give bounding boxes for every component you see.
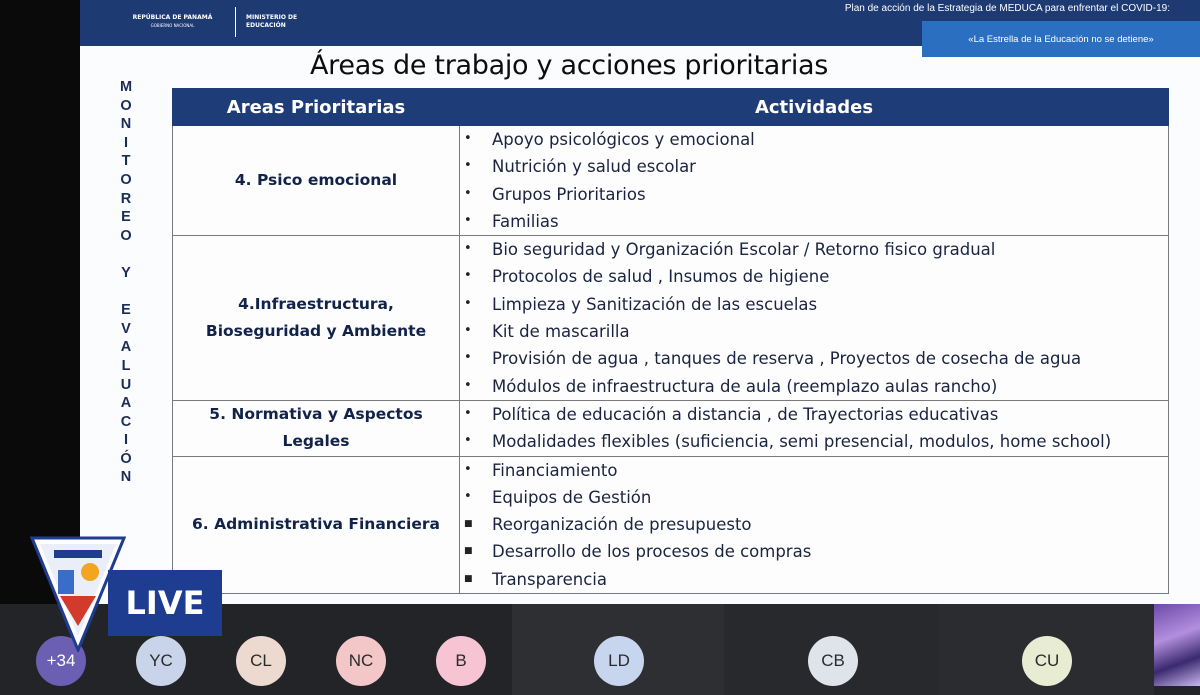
activities-list — [460, 126, 1168, 235]
vertical-letter: A — [120, 339, 132, 356]
list-item: ■ Reorganización de presupuesto — [492, 511, 1168, 538]
list-item: • Módulos de infraestructura de aula (reemplazo aulas rancho) — [492, 373, 1168, 400]
participant-avatar[interactable]: +34 — [36, 636, 86, 686]
activities-list — [460, 236, 1168, 400]
vertical-letter: T — [121, 153, 131, 170]
list-item: ■ Desarrollo de los procesos de compras — [492, 538, 1168, 565]
table-row — [173, 400, 1169, 456]
participant-avatar[interactable]: CB — [808, 636, 858, 686]
vertical-letter: N — [120, 469, 132, 486]
list-item: ■ Transparencia — [492, 566, 1168, 593]
logo-left-text: REPÚBLICA DE PANAMÁ — [132, 14, 213, 21]
slogan-ribbon: «La Estrella de la Educación no se detiene» — [922, 21, 1200, 57]
activities-cell — [460, 126, 1169, 236]
column-header-activities: Actividades — [460, 89, 1169, 126]
area-cell — [173, 126, 460, 236]
vertical-letter: A — [120, 395, 132, 412]
vertical-letter: Ó — [120, 450, 132, 467]
area-label-line1: 4.Infraestructura, — [238, 295, 394, 314]
vertical-letter: E — [121, 209, 131, 226]
presentation-slide — [80, 0, 1200, 604]
participant-avatar[interactable]: YC — [136, 636, 186, 686]
column-header-areas: Areas Prioritarias — [173, 89, 460, 126]
area-cell — [173, 400, 460, 456]
area-label-line2: Bioseguridad y Ambiente — [205, 322, 427, 341]
participant-avatar[interactable]: CU — [1022, 636, 1072, 686]
list-item: • Grupos Prioritarios — [492, 181, 1168, 208]
logo-right-text: MINISTERIO DE EDUCACIÓN — [246, 14, 298, 29]
vertical-letter: I — [123, 432, 129, 449]
vertical-letter: M — [119, 79, 133, 95]
table-header-row — [173, 89, 1169, 126]
vertical-letter: V — [121, 320, 131, 337]
participant-avatar[interactable]: NC — [336, 636, 386, 686]
table-row — [173, 126, 1169, 236]
list-item: • Familias — [492, 208, 1168, 235]
area-label-line1: 5. Normativa y Aspectos — [209, 405, 423, 424]
vertical-letter: O — [120, 227, 132, 244]
area-label-line2: Legales — [282, 432, 350, 451]
activities-cell — [460, 456, 1169, 593]
vertical-letter: O — [120, 97, 132, 114]
table-row — [173, 456, 1169, 593]
activities-cell — [460, 400, 1169, 456]
list-item: • Bio seguridad y Organización Escolar / Retorno fisico gradual — [492, 236, 1168, 263]
vertical-letter: I — [123, 134, 129, 151]
self-video-thumbnail[interactable] — [1154, 604, 1200, 686]
participant-avatar[interactable]: B — [436, 636, 486, 686]
list-item: • Financiamiento — [492, 457, 1168, 484]
activities-cell — [460, 236, 1169, 401]
participant-avatar[interactable]: CL — [236, 636, 286, 686]
participant-avatar[interactable]: LD — [594, 636, 644, 686]
vertical-letter — [116, 283, 136, 302]
activities-list — [460, 401, 1168, 456]
list-item: • Limpieza y Sanitización de las escuelas — [492, 291, 1168, 318]
list-item: • Equipos de Gestión — [492, 484, 1168, 511]
government-logo — [120, 5, 326, 39]
vertical-monitoring-label — [116, 78, 136, 487]
list-item: • Apoyo psicológicos y emocional — [492, 126, 1168, 153]
logo-divider — [235, 7, 236, 37]
area-label-line1: 4. Psico emocional — [234, 171, 398, 190]
list-item: • Provisión de agua , tanques de reserva , Proyectos de cosecha de agua — [492, 345, 1168, 372]
list-item: • Kit de mascarilla — [492, 318, 1168, 345]
list-item: • Política de educación a distancia , de Trayectorias educativas — [492, 401, 1168, 428]
area-label-line1: 6. Administrativa Financiera — [192, 515, 440, 534]
list-item: • Protocolos de salud , Insumos de higiene — [492, 263, 1168, 290]
vertical-letter: E — [121, 302, 131, 319]
activities-list — [460, 457, 1168, 593]
vertical-letter: N — [120, 116, 132, 133]
vertical-letter: Y — [121, 264, 131, 281]
vertical-letter: O — [120, 171, 132, 188]
slide-title: Áreas de trabajo y acciones prioritarias — [310, 50, 829, 81]
live-badge: LIVE — [108, 570, 222, 636]
vertical-letter — [116, 245, 136, 264]
vertical-letter: L — [121, 357, 131, 374]
list-item: • Nutrición y salud escolar — [492, 153, 1168, 180]
area-cell — [173, 236, 460, 401]
list-item: • Modalidades flexibles (suficiencia, semi presencial, modulos, home school) — [492, 428, 1168, 455]
logo-left-subtext: GOBIERNO NACIONAL — [150, 23, 195, 28]
vertical-letter: C — [120, 413, 132, 430]
priorities-table — [172, 88, 1169, 594]
vertical-letter: U — [120, 376, 132, 393]
vertical-letter: R — [120, 190, 132, 207]
table-row — [173, 236, 1169, 401]
plan-text: Plan de acción de la Estrategia de MEDUCA para enfrentar el COVID-19: — [844, 3, 1170, 14]
